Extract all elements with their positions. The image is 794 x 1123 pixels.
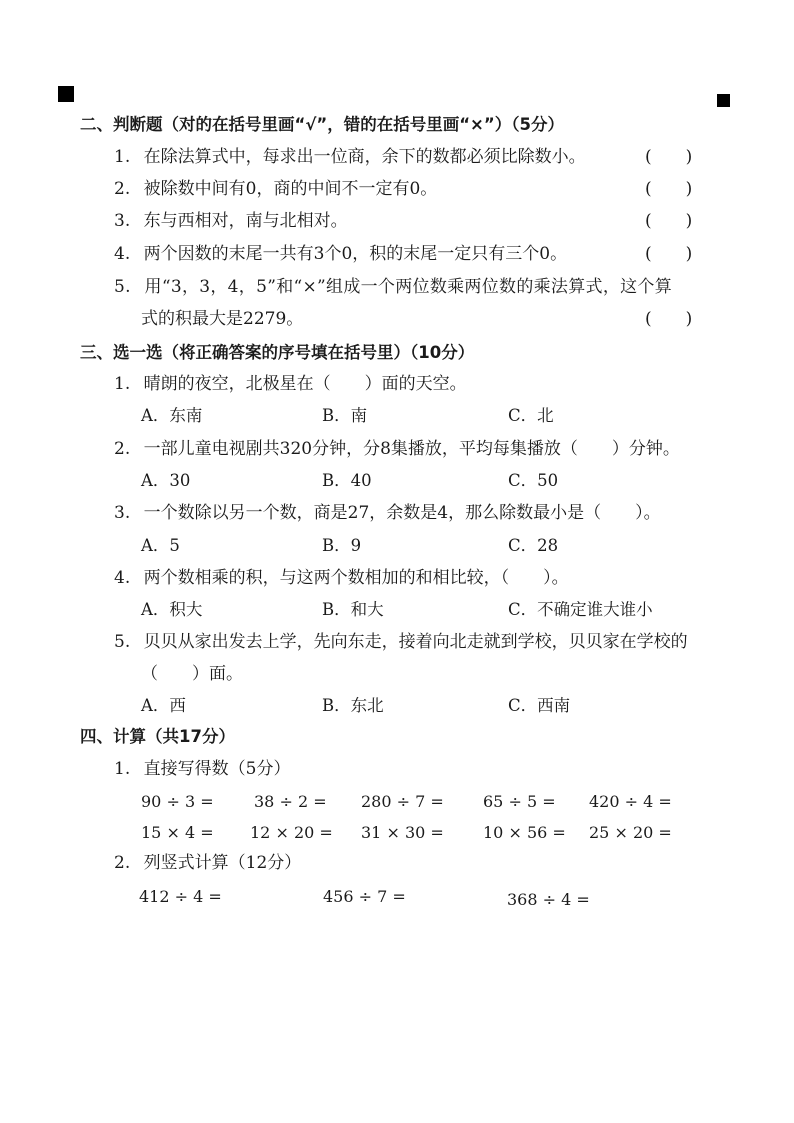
judge-item-5 — [114, 276, 672, 298]
option-b[interactable]: B．9 — [322, 536, 362, 555]
item-text: 用“3，3，4，5”和“×”组成一个两位数乘两位数的乘法算式，这个算 — [144, 277, 673, 297]
option-a[interactable]: A．西 — [141, 696, 186, 715]
question-number: 2. — [114, 439, 131, 459]
part-title: 列竖式计算（12分） — [143, 853, 302, 873]
answer-parenthesis[interactable]: ( ) — [645, 309, 693, 329]
choice-question-1 — [114, 373, 467, 395]
item-text: 东与西相对，南与北相对。 — [143, 211, 348, 231]
choice-question-2 — [114, 438, 680, 460]
oral-calc-item: 38 ÷ 2 = — [254, 792, 327, 811]
oral-calc-item: 280 ÷ 7 = — [361, 792, 444, 811]
vertical-calc-item: 456 ÷ 7 = — [323, 887, 406, 906]
oral-calc-item: 90 ÷ 3 = — [141, 792, 214, 811]
oral-calc-item: 31 × 30 = — [361, 823, 444, 842]
item-text: 被除数中间有0，商的中间不一定有0。 — [143, 179, 438, 199]
answer-parenthesis[interactable]: ( ) — [645, 211, 693, 231]
option-a[interactable]: A．积大 — [141, 600, 203, 619]
option-a[interactable]: A．东南 — [141, 406, 203, 425]
judge-item-3 — [114, 210, 348, 232]
question-text: 两个数相乘的积，与这两个数相加的和相比较，（ ）。 — [143, 568, 569, 588]
option-c[interactable]: C．28 — [508, 536, 559, 555]
section2-heading: 二、判断题（对的在括号里画“√”，错的在括号里画“×”）（5分） — [80, 115, 564, 134]
choice-question-3 — [114, 502, 661, 524]
question-text: 贝贝从家出发去上学，先向东走，接着向北走就到学校，贝贝家在学校的 — [143, 632, 688, 652]
option-c[interactable]: C．西南 — [508, 696, 571, 715]
item-number: 1. — [114, 147, 131, 167]
option-c[interactable]: C．北 — [508, 406, 554, 425]
item-number: 5. — [114, 277, 131, 297]
item-number: 3. — [114, 211, 131, 231]
option-b[interactable]: B．东北 — [322, 696, 384, 715]
section4-heading: 四、计算（共17分） — [80, 727, 235, 746]
oral-calc-item: 65 ÷ 5 = — [483, 792, 556, 811]
item-number: 4. — [114, 244, 131, 264]
calc-part-1-title — [114, 758, 290, 780]
part-number: 1. — [114, 759, 131, 779]
oral-calc-item: 12 × 20 = — [250, 823, 333, 842]
option-a[interactable]: A．30 — [141, 471, 191, 490]
answer-parenthesis[interactable]: ( ) — [645, 147, 693, 167]
vertical-calc-item: 368 ÷ 4 = — [507, 890, 590, 909]
question-number: 3. — [114, 503, 131, 523]
oral-calc-item: 420 ÷ 4 = — [589, 792, 672, 811]
judge-item-2 — [114, 178, 437, 200]
option-b[interactable]: B．40 — [322, 471, 372, 490]
option-c[interactable]: C．50 — [508, 471, 559, 490]
item-number: 2. — [114, 179, 131, 199]
question-number: 5. — [114, 632, 131, 652]
vertical-calc-item: 412 ÷ 4 = — [139, 887, 222, 906]
judge-item-1 — [114, 146, 586, 168]
oral-calc-item: 25 × 20 = — [589, 823, 672, 842]
choice-question-5 — [114, 631, 688, 653]
part-title: 直接写得数（5分） — [143, 759, 291, 779]
item-text: 在除法算式中，每求出一位商，余下的数都必须比除数小。 — [143, 147, 586, 167]
judge-item-4 — [114, 243, 567, 265]
option-b[interactable]: B．和大 — [322, 600, 384, 619]
question-text: 晴朗的夜空，北极星在（ ）面的天空。 — [143, 374, 467, 394]
section3-heading: 三、选一选（将正确答案的序号填在括号里）（10分） — [80, 343, 475, 362]
answer-parenthesis[interactable]: ( ) — [645, 179, 693, 199]
item-text: 两个因数的末尾一共有3个0，积的末尾一定只有三个0。 — [143, 244, 568, 264]
registration-mark-left — [58, 86, 74, 102]
question-text: 一个数除以另一个数，商是27，余数是4，那么除数最小是（ ）。 — [143, 503, 661, 523]
option-a[interactable]: A．5 — [141, 536, 180, 555]
choice-question-4 — [114, 567, 569, 589]
calc-part-2-title — [114, 852, 301, 874]
option-c[interactable]: C．不确定谁大谁小 — [508, 600, 653, 619]
part-number: 2. — [114, 853, 131, 873]
answer-parenthesis[interactable]: ( ) — [645, 244, 693, 264]
choice-question-5-continued: （ ）面。 — [141, 664, 243, 684]
question-number: 1. — [114, 374, 131, 394]
registration-mark-right — [717, 94, 730, 107]
oral-calc-item: 10 × 56 = — [483, 823, 566, 842]
judge-item-5-continued: 式的积最大是2279。 — [141, 309, 304, 329]
question-text: 一部儿童电视剧共320分钟，分8集播放，平均每集播放（ ）分钟。 — [143, 439, 680, 459]
option-b[interactable]: B．南 — [322, 406, 368, 425]
oral-calc-item: 15 × 4 = — [141, 823, 214, 842]
question-number: 4. — [114, 568, 131, 588]
